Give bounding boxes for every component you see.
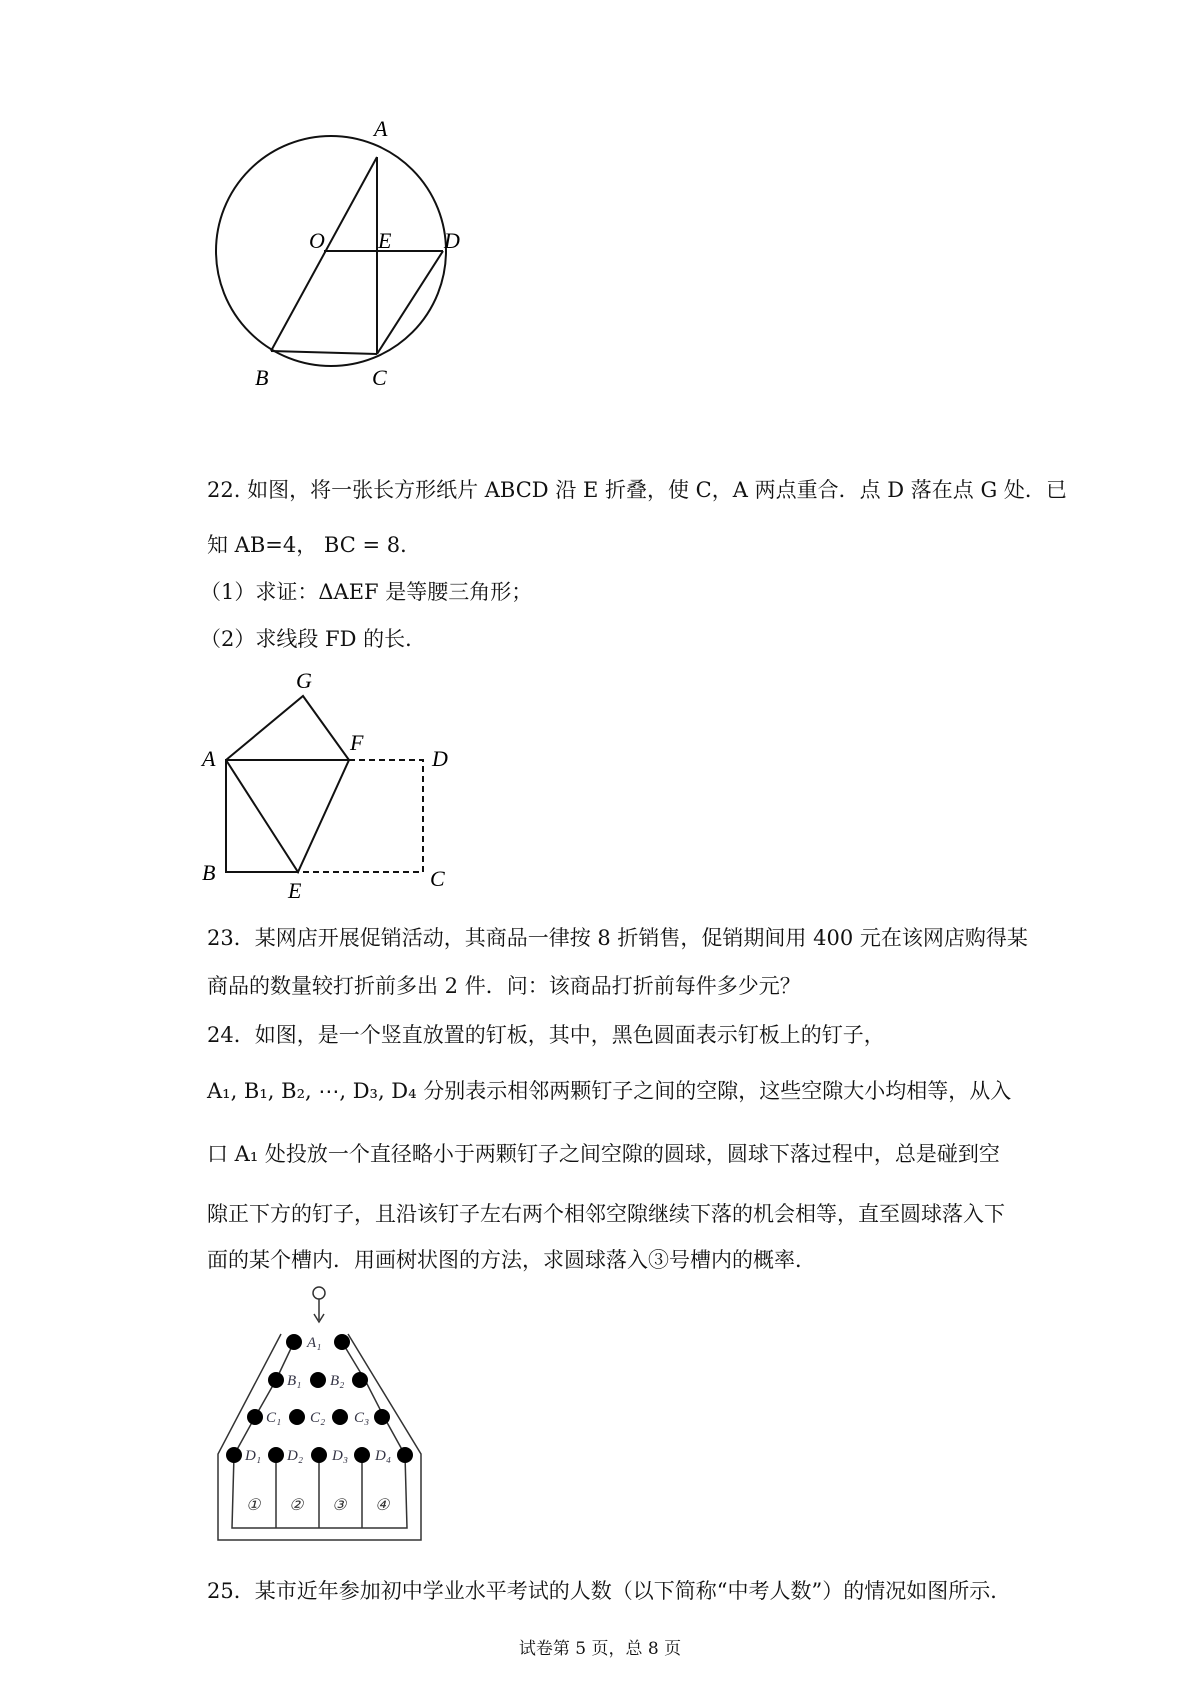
- gap-B2: B₂: [330, 1373, 345, 1389]
- q24-line4: 隙正下方的钉子，且沿该钉子左右两个相邻空隙继续下落的机会相等，直至圆球落入下: [207, 1202, 1005, 1226]
- gap-D1: D₁: [245, 1448, 262, 1464]
- fig22-label-G: G: [296, 668, 312, 693]
- gap-C1: C₁: [266, 1410, 282, 1426]
- gap-D3: D₃: [332, 1448, 349, 1464]
- fig21-label-C: C: [372, 365, 387, 390]
- fig21-label-E: E: [378, 228, 392, 253]
- slot-1: ①: [246, 1497, 261, 1514]
- q24-line2: A₁, B₁, B₂, ⋯, D₃, D₄ 分别表示相邻两颗钉子之间的空隙，这些空隙大小均相等，从入: [207, 1079, 1012, 1103]
- gap-C2: C₂: [310, 1410, 326, 1426]
- fig22-label-E: E: [288, 878, 302, 903]
- fig22-label-F: F: [350, 730, 364, 755]
- q24-line1: 24．如图，是一个竖直放置的钉板，其中，黑色圆面表示钉板上的钉子，: [207, 1023, 885, 1047]
- q22-part1: （1）求证：ΔAEF 是等腰三角形；: [200, 580, 533, 604]
- gap-D4: D₄: [375, 1448, 392, 1464]
- fig22-label-A: A: [202, 746, 216, 771]
- fig21-label-D: D: [444, 228, 460, 253]
- slot-2: ②: [289, 1497, 304, 1514]
- q24-line3: 口 A₁ 处投放一个直径略小于两颗钉子之间空隙的圆球，圆球下落过程中，总是碰到空: [207, 1142, 1000, 1166]
- slot-3: ③: [332, 1497, 347, 1514]
- fig22-label-D: D: [432, 746, 448, 771]
- gap-A1: A₁: [307, 1335, 322, 1351]
- fig22-label-B: B: [202, 860, 216, 885]
- q24-line5: 面的某个槽内．用画树状图的方法，求圆球落入③号槽内的概率．: [207, 1248, 816, 1272]
- fig21-label-O: O: [309, 228, 325, 253]
- q22-line1: 22. 如图，将一张长方形纸片 ABCD 沿 E 折叠，使 C，A 两点重合．点 D 落在点 G 处．已: [207, 478, 1067, 502]
- gap-B1: B₁: [287, 1373, 302, 1389]
- page-footer: 试卷第 5 页，总 8 页: [518, 1639, 682, 1659]
- q25-line1: 25．某市近年参加初中学业水平考试的人数（以下简称“中考人数”）的情况如图所示．: [207, 1579, 1012, 1603]
- fig21-label-B: B: [255, 365, 269, 390]
- q23-line1: 23．某网店开展促销活动，其商品一律按 8 折销售，促销期间用 400 元在该网店购得某: [207, 926, 1028, 950]
- q23-line2: 商品的数量较打折前多出 2 件．问：该商品打折前每件多少元？: [207, 974, 801, 998]
- fig21-label-A: A: [374, 116, 388, 141]
- gap-C3: C₃: [354, 1410, 370, 1426]
- q22-part2: （2）求线段 FD 的长．: [200, 627, 427, 651]
- q22-line2: 知 AB=4， BC = 8．: [207, 533, 422, 557]
- gap-D2: D₂: [287, 1448, 304, 1464]
- slot-4: ④: [375, 1497, 390, 1514]
- fig22-label-C: C: [430, 866, 445, 891]
